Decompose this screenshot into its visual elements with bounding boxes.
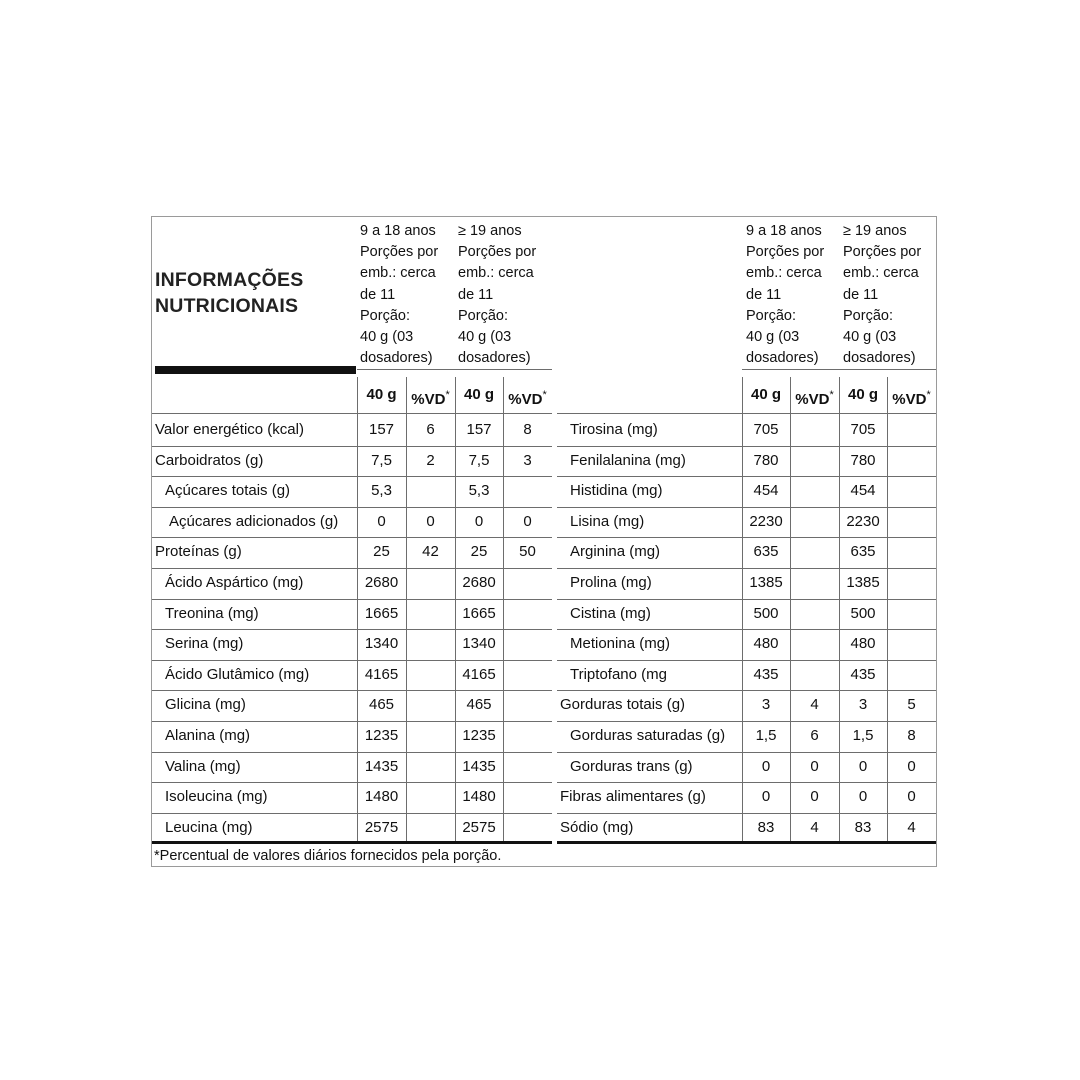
column-header-dv: [887, 380, 936, 415]
nutrient-name: Lisina (mg): [570, 512, 645, 530]
serving-header-line: emb.: cerca: [360, 265, 436, 282]
nutrient-dv: 4: [907, 818, 916, 836]
column-header-divider: [152, 413, 552, 414]
nutrient-amount: 0: [761, 788, 771, 806]
nutrient-amount: 500: [850, 604, 876, 622]
nutrient-name: Leucina (mg): [165, 818, 253, 836]
serving-header-line: dosadores): [843, 350, 916, 367]
serving-header-line: 40 g (03: [360, 329, 414, 346]
nutrient-amount: 454: [753, 482, 779, 500]
serving-header-line: ≥ 19 anos: [843, 223, 907, 239]
nutrient-amount: 2680: [462, 574, 496, 591]
header-divider: [357, 369, 552, 370]
serving-header-left-1: [360, 221, 460, 369]
nutrient-amount: 25: [373, 543, 390, 561]
nutrient-name: Açúcares adicionados (g): [169, 512, 339, 530]
nutrient-amount: 25: [470, 543, 488, 561]
nutrient-name: Treonina (mg): [165, 604, 259, 622]
column-header-dv: [503, 380, 552, 415]
nutrient-name: Isoleucina (mg): [165, 788, 268, 806]
column-header-amount: [455, 380, 503, 410]
label-title: [155, 267, 303, 319]
nutrient-dv: 0: [426, 512, 435, 530]
serving-header-right-2: [843, 221, 943, 369]
nutrient-name: Cistina (mg): [570, 604, 651, 622]
column-header-text: %VD: [795, 391, 830, 408]
nutrient-name: Fibras alimentares (g): [560, 788, 706, 806]
nutrient-amount: 705: [753, 421, 779, 438]
nutrient-amount: 2230: [846, 512, 880, 530]
nutrient-amount: 5,3: [371, 482, 392, 500]
column-header-text: %VD: [508, 391, 543, 408]
nutrient-amount: 157: [368, 421, 395, 438]
nutrient-dv: 4: [810, 818, 819, 836]
serving-header-line: ≥ 19 anos: [458, 223, 522, 239]
nutrient-dv: 6: [426, 421, 435, 438]
serving-header-line: emb.: cerca: [746, 265, 822, 282]
serving-header-line: emb.: cerca: [843, 265, 919, 282]
nutrient-amount: 435: [850, 665, 876, 683]
nutrient-amount: 3: [761, 696, 771, 714]
column-header-amount: [839, 380, 887, 410]
nutrient-dv: 5: [907, 696, 916, 714]
footnote-mark: *: [445, 389, 450, 401]
nutrient-name: Alanina (mg): [165, 727, 251, 744]
nutrient-dv: 0: [907, 757, 916, 775]
nutrient-dv: 50: [519, 543, 536, 561]
serving-header-line: de 11: [458, 286, 494, 303]
nutrient-name: Ácido Aspártico (mg): [165, 574, 304, 591]
nutrient-name: Serina (mg): [165, 635, 244, 653]
title-line-2: NUTRICIONAIS: [155, 295, 299, 317]
nutrient-amount: 83: [757, 818, 775, 836]
column-header-text: 40 g: [463, 386, 494, 403]
nutrient-amount: 1235: [364, 727, 399, 744]
serving-header-line: Porção:: [360, 307, 410, 324]
serving-header-right-1: [746, 221, 846, 369]
serving-header-line: de 11: [360, 286, 396, 303]
nutrient-amount: 1480: [364, 788, 399, 806]
serving-header-line: Porções por: [458, 244, 537, 261]
nutrient-dv: 3: [523, 451, 532, 469]
nutrient-amount: 1235: [462, 727, 496, 744]
footnote: *Percentual de valores diários fornecidos pela porção.: [154, 848, 502, 864]
nutrient-amount: 1,5: [852, 727, 874, 744]
column-header-text: 40 g: [366, 386, 397, 403]
column-header-divider: [557, 413, 936, 414]
nutrient-amount: 1340: [462, 635, 496, 653]
column-header-text: %VD: [411, 391, 446, 408]
nutrient-dv: 2: [426, 451, 435, 469]
nutrient-dv: 8: [907, 727, 916, 744]
nutrient-dv: 6: [810, 727, 819, 744]
nutrient-amount: 1340: [364, 635, 399, 653]
serving-header-line: dosadores): [746, 350, 819, 367]
nutrient-amount: 0: [858, 788, 868, 806]
title-underline-bar: [155, 366, 356, 374]
nutrient-amount: 500: [753, 604, 779, 622]
serving-header-line: emb.: cerca: [458, 265, 534, 282]
column-header-dv: [406, 380, 455, 415]
nutrient-name: Metionina (mg): [570, 635, 671, 653]
header-divider: [742, 369, 936, 370]
nutrient-name: Prolina (mg): [570, 574, 652, 591]
table-bottom-bar: [152, 841, 552, 844]
nutrient-dv: 8: [523, 421, 532, 438]
nutrient-name: Arginina (mg): [570, 543, 661, 561]
nutrient-name: Gorduras totais (g): [560, 696, 686, 714]
nutrient-amount: 635: [850, 543, 876, 561]
nutrient-name: Valina (mg): [165, 757, 241, 775]
nutrient-amount: 3: [858, 696, 868, 714]
serving-header-line: 9 a 18 anos: [360, 223, 436, 239]
nutrient-amount: 454: [850, 482, 876, 500]
serving-header-line: Porções por: [360, 244, 439, 261]
nutrition-facts-label: [151, 216, 937, 867]
nutrient-name: Sódio (mg): [560, 818, 634, 836]
nutrient-amount: 1435: [462, 757, 496, 775]
nutrient-name: Glicina (mg): [165, 696, 246, 714]
nutrient-dv: 0: [810, 788, 819, 806]
nutrient-amount: 4165: [364, 665, 399, 683]
nutrient-amount: 1665: [462, 604, 496, 622]
nutrient-dv: 4: [810, 696, 819, 714]
nutrient-amount: 2575: [364, 818, 399, 836]
nutrient-amount: 1,5: [755, 727, 777, 744]
nutrient-dv: 0: [523, 512, 532, 530]
nutrient-amount: 1385: [749, 574, 783, 591]
nutrient-name: Valor energético (kcal): [155, 421, 304, 438]
nutrient-amount: 480: [850, 635, 876, 653]
nutrient-amount: 480: [753, 635, 779, 653]
serving-header-line: de 11: [843, 286, 879, 303]
nutrient-amount: 0: [474, 512, 484, 530]
footnote-mark: *: [926, 389, 931, 401]
serving-header-line: Porção:: [458, 307, 508, 324]
nutrient-name: Triptofano (mg: [570, 665, 667, 683]
nutrient-dv: 0: [907, 788, 916, 806]
nutrient-name: Proteínas (g): [155, 543, 242, 561]
nutrient-amount: 7,5: [468, 451, 490, 469]
nutrient-amount: 2575: [462, 818, 496, 836]
serving-header-line: Porções por: [746, 244, 825, 261]
nutrient-amount: 2230: [749, 512, 783, 530]
serving-header-line: dosadores): [458, 350, 531, 367]
serving-header-line: 40 g (03: [746, 329, 800, 346]
table-bottom-bar: [557, 841, 936, 844]
serving-header-line: Porção:: [746, 307, 796, 324]
nutrient-name: Ácido Glutâmico (mg): [165, 665, 310, 683]
nutrient-amount: 83: [854, 818, 872, 836]
nutrient-amount: 4165: [462, 665, 496, 683]
column-header-text: 40 g: [847, 386, 878, 403]
nutrient-amount: 435: [753, 665, 779, 683]
nutrient-name: Tirosina (mg): [570, 421, 658, 438]
nutrient-amount: 1435: [364, 757, 399, 775]
column-header-text: %VD: [892, 391, 927, 408]
nutrient-amount: 780: [850, 451, 876, 469]
serving-header-line: dosadores): [360, 350, 433, 367]
serving-header-line: Porções por: [843, 244, 922, 261]
serving-header-line: 40 g (03: [458, 329, 512, 346]
nutrient-amount: 1480: [462, 788, 496, 806]
nutrient-name: Gorduras saturadas (g): [570, 727, 726, 744]
nutrient-amount: 465: [368, 696, 395, 714]
nutrient-amount: 0: [761, 757, 771, 775]
nutrient-amount: 1665: [364, 604, 399, 622]
nutrient-amount: 157: [466, 421, 492, 438]
nutrient-amount: 635: [753, 543, 779, 561]
footnote-mark: *: [829, 389, 834, 401]
nutrient-name: Histidina (mg): [570, 482, 663, 500]
nutrient-amount: 780: [753, 451, 779, 469]
serving-header-line: Porção:: [843, 307, 893, 324]
column-header-dv: [790, 380, 839, 415]
nutrient-amount: 5,3: [468, 482, 490, 500]
nutrient-amount: 1385: [846, 574, 880, 591]
nutrient-amount: 7,5: [371, 451, 392, 469]
nutrient-amount: 705: [850, 421, 876, 438]
serving-header-line: 9 a 18 anos: [746, 223, 822, 239]
nutrient-dv: 0: [810, 757, 819, 775]
nutrient-amount: 0: [377, 512, 386, 530]
column-header-amount: [357, 380, 406, 410]
serving-header-left-2: [458, 221, 558, 369]
nutrient-name: Açúcares totais (g): [165, 482, 291, 500]
serving-header-line: 40 g (03: [843, 329, 897, 346]
title-line-1: INFORMAÇÕES: [155, 269, 304, 291]
column-header-amount: [742, 380, 790, 410]
nutrient-name: Fenilalanina (mg): [570, 451, 686, 469]
nutrient-amount: 2680: [364, 574, 399, 591]
nutrient-name: Carboidratos (g): [155, 451, 264, 469]
nutrient-dv: 42: [422, 543, 439, 561]
footnote-mark: *: [542, 389, 547, 401]
serving-header-line: de 11: [746, 286, 782, 303]
nutrient-amount: 465: [466, 696, 492, 714]
column-header-text: 40 g: [750, 386, 781, 403]
nutrient-amount: 0: [858, 757, 868, 775]
nutrient-name: Gorduras trans (g): [570, 757, 693, 775]
